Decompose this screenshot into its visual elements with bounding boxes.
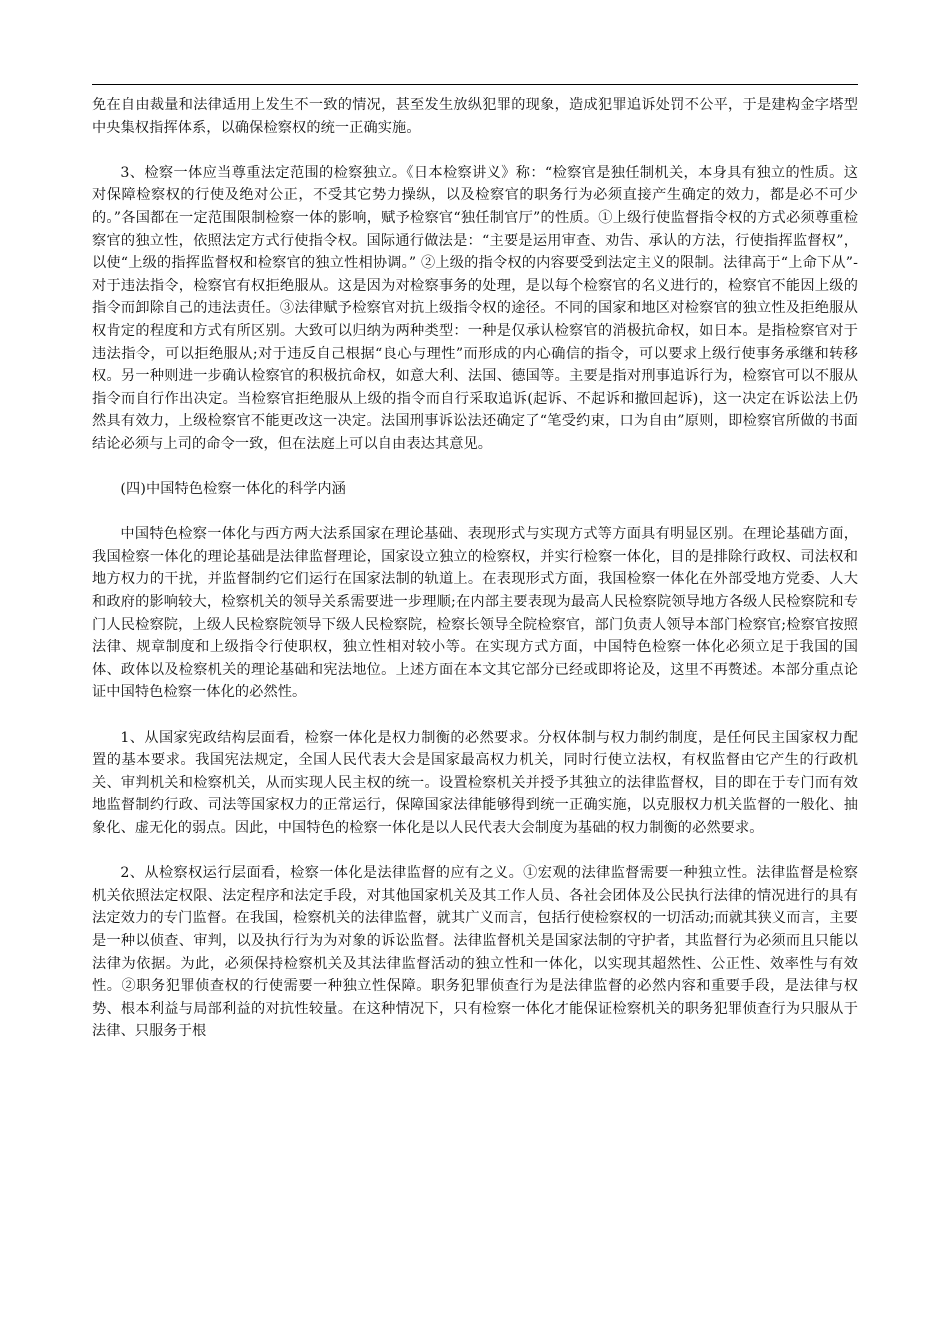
header-rule (92, 84, 858, 85)
paragraph-constitutional-structure: 1、从国家宪政结构层面看，检察一体化是权力制衡的必然要求。分权体制与权力制约制度，是任何民主国家权力配置的基本要求。我国宪法规定，全国人民代表大会是国家最高权力机关，同时行使立法权，有权监督由它产生的行政机关、审判机关和检察机关，从而实现人民主权的统一。设置检察机关并授予其独立的法律监督权，目的即在于专门而有效地监督制约行政、司法等国家权力的正常运行，保障国家法律能够得到统一正确实施，以克服权力机关监督的一般化、抽象化、虚无化的弱点。因此，中国特色的检察一体化是以人民代表大会制度为基础的权力制衡的必然要求。 (92, 729, 858, 836)
document-body (92, 94, 858, 1066)
paragraph-chinese-characteristics: 中国特色检察一体化与西方两大法系国家在理论基础、表现形式与实现方式等方面具有明显区别。在理论基础方面，我国检察一体化的理论基础是法律监督理论，国家设立独立的检察权，并实行检察一体化，目的是排除行政权、司法权和地方权力的干扰，并监督制约它们运行在国家法制的轨道上。在表现形式方面，我国检察一体化在外部受地方党委、人大和政府的影响较大，检察机关的领导关系需要进一步理顺;在内部主要表现为最高人民检察院领导地方各级人民检察院和专门人民检察院，上级人民检察院领导下级人民检察院，检察长领导全院检察官，部门负责人领导本部门检察官;检察官按照法律、规章制度和上级指令行使职权，独立性相对较小等。在实现方式方面，中国特色检察一体化必须立足于我国的国体、政体以及检察机关的理论基础和宪法地位。上述方面在本文其它部分已经或即将论及，这里不再赘述。本部分重点论证中国特色检察一体化的必然性。 (92, 526, 858, 701)
paragraph-procuratorial-independence: 3、检察一体应当尊重法定范围的检察独立。《日本检察讲义》称：“检察官是独任制机关，本身具有独立的性质。这对保障检察权的行使及绝对公正，不受其它势力操纵，以及检察官的职务行为必须直接产生确定的效力，都是必不可少的。”各国都在一定范围限制检察一体的影响，赋予检察官“独任制官厅”的性质。①上级行使监督指令权的方式必须尊重检察官的独立性，依照法定方式行使指令权。国际通行做法是：“主要是运用审查、劝告、承认的方法，行使指挥监督权”，以使“上级的指挥监督权和检察官的独立性相协调。” ②上级的指令权的内容要受到法定主义的限制。法律高于“上命下从”-对于违法指令，检察官有权拒绝服从。这是因为对检察事务的处理，是以每个检察官的名义进行的，检察官不能因上级的指令而卸除自己的违法责任。③法律赋予检察官对抗上级指令权的途径。不同的国家和地区对检察官的独立性及拒绝服从权肯定的程度和方式有所区别。大致可以归纳为两种类型：一种是仅承认检察官的消极抗命权，如日本。是指检察官对于违法指令，可以拒绝服从;对于违反自己根据“良心与理性”而形成的内心确信的指令，可以要求上级行使事务承继和转移权。另一种则进一步确认检察官的积极抗命权，如意大利、法国、德国等。主要是指对刑事追诉行为，检察官可以不服从指令而自行作出决定。当检察官拒绝服从上级的指令而自行采取追诉(起诉、不起诉和撤回起诉)，这一决定在诉讼法上仍然具有效力，上级检察官不能更改这一决定。法国刑事诉讼法还确定了“笔受约束，口为自由”原则，即检察官所做的书面结论必须与上司的命令一致，但在法庭上可以自由表达其意见。 (92, 164, 858, 452)
paragraph-continuation: 免在自由裁量和法律适用上发生不一致的情况，甚至发生放纵犯罪的现象，造成犯罪追诉处罚不公平，于是建构金字塔型中央集权指挥体系，以确保检察权的统一正确实施。 (92, 97, 858, 136)
paragraph-procuratorial-power: 2、从检察权运行层面看，检察一体化是法律监督的应有之义。①宏观的法律监督需要一种独立性。法律监督是检察机关依照法定权限、法定程序和法定手段，对其他国家机关及其工作人员、各社会团体及公民执行法律的情况进行的具有法定效力的专门监督。在我国，检察机关的法律监督，就其广义而言，包括行使检察权的一切活动;而就其狭义而言，主要是一种以侦查、审判，以及执行行为为对象的诉讼监督。法律监督机关是国家法制的守护者，其监督行为必须而且只能以法律为依据。为此，必须保持检察机关及其法律监督活动的独立性和一体化，以实现其超然性、公正性、效率性与有效性。②职务犯罪侦查权的行使需要一种独立性保障。职务犯罪侦查行为是法律监督的必然内容和重要手段，是法律与权势、根本利益与局部利益的对抗性较量。在这种情况下，只有检察一体化才能保证检察机关的职务犯罪侦查行为只服从于法律、只服务于根 (92, 865, 858, 1040)
section-heading: (四)中国特色检察一体化的科学内涵 (120, 481, 346, 498)
